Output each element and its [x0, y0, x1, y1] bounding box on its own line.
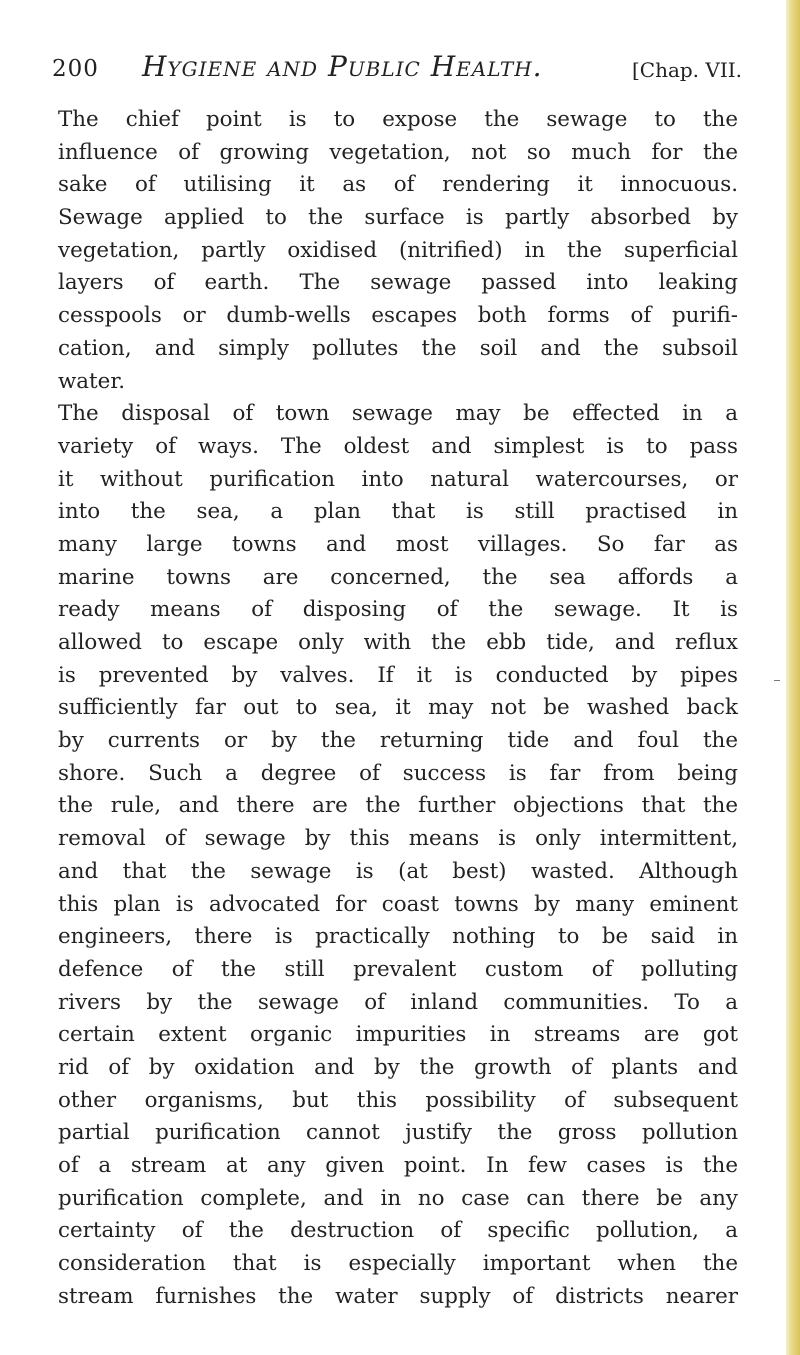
- text-line: other organisms, but this possibility of subsequent: [58, 1087, 738, 1113]
- text-line: certain extent organic impurities in streams are got: [58, 1022, 738, 1048]
- text-line: cesspools or dumb-wells escapes both forms of purifi-: [58, 303, 738, 329]
- page-number: 200: [52, 56, 99, 82]
- text-line: sake of utilising it as of rendering it innocuous.: [58, 172, 738, 198]
- body-text: [58, 104, 738, 1313]
- chapter-reference: [Chap. VII.: [631, 58, 742, 82]
- scan-mark: [774, 680, 780, 681]
- text-line: sufficiently far out to sea, it may not be washed back: [58, 695, 738, 721]
- text-line: the rule, and there are the further objections that the: [58, 793, 738, 819]
- text-line: partial purification cannot justify the gross pollution: [58, 1120, 738, 1146]
- text-line: consideration that is especially important when the: [58, 1251, 738, 1277]
- text-line: many large towns and most villages. So far as: [58, 531, 738, 557]
- running-title: Hygiene and Public Health.: [142, 50, 543, 83]
- text-line: and that the sewage is (at best) wasted. Although: [58, 858, 738, 884]
- text-line: of a stream at any given point. In few cases is the: [58, 1153, 738, 1178]
- text-line: influence of growing vegetation, not so much for the: [58, 139, 738, 165]
- text-line: allowed to escape only with the ebb tide, and reflux: [58, 630, 738, 655]
- text-line: removal of sewage by this means is only intermittent,: [58, 826, 738, 852]
- text-line: purification complete, and in no case can there be any: [58, 1185, 738, 1211]
- text-line: defence of the still prevalent custom of polluting: [58, 956, 738, 982]
- text-line: this plan is advocated for coast towns by many eminent: [58, 891, 738, 917]
- text-line: marine towns are concerned, the sea affords a: [58, 564, 738, 590]
- page-edge: [786, 0, 800, 1355]
- text-line: it without purification into natural watercourses, or: [58, 466, 738, 492]
- text-line: stream furnishes the water supply of districts nearer: [58, 1283, 738, 1309]
- text-line: shore. Such a degree of success is far from being: [58, 760, 738, 786]
- text-line: Sewage applied to the surface is partly absorbed by: [58, 205, 738, 231]
- text-line: certainty of the destruction of specific pollution, a: [58, 1218, 738, 1244]
- text-line: vegetation, partly oxidised (nitrified) in the superficial: [58, 237, 738, 263]
- running-head: [52, 50, 742, 90]
- text-line: The disposal of town sewage may be effected in a: [58, 401, 738, 427]
- text-line: cation, and simply pollutes the soil and the subsoil: [58, 335, 738, 361]
- text-line: water.: [58, 368, 125, 394]
- text-line: rid of by oxidation and by the growth of plants and: [58, 1054, 738, 1080]
- text-line: variety of ways. The oldest and simplest is to pass: [58, 433, 738, 459]
- text-line: is prevented by valves. If it is conducted by pipes: [58, 662, 738, 688]
- text-line: layers of earth. The sewage passed into leaking: [58, 270, 738, 296]
- text-line: The chief point is to expose the sewage to the: [58, 107, 738, 132]
- text-line: engineers, there is practically nothing to be said in: [58, 924, 738, 950]
- text-line: by currents or by the returning tide and foul the: [58, 728, 738, 754]
- text-line: into the sea, a plan that is still practised in: [58, 499, 738, 525]
- text-line: ready means of disposing of the sewage. It is: [58, 597, 738, 623]
- text-line: rivers by the sewage of inland communities. To a: [58, 989, 738, 1015]
